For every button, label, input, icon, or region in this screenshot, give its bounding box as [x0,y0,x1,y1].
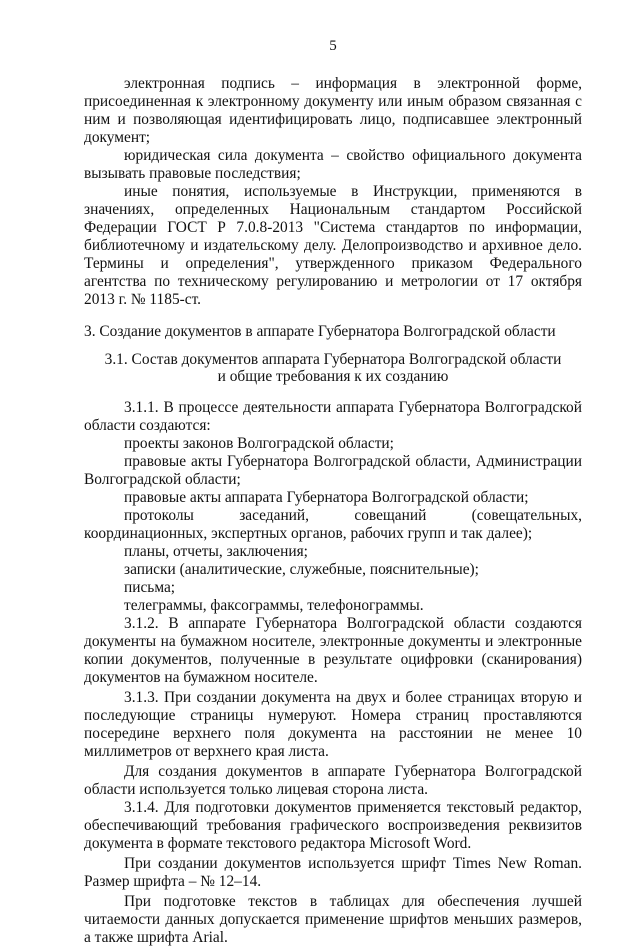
subsection-title-line-1: 3.1. Состав документов аппарата Губернатора Волгоградской области [104,351,562,368]
list-item: правовые акты аппарата Губернатора Волгоградской области; [124,489,529,506]
paragraph-3-1-1: 3.1.1. В процессе деятельности аппарата Губернатора Волгоградской области создаются: [84,399,582,434]
definition-other-terms: иные понятия, используемые в Инструкции, применяются в значениях, определенных Национальным стандартом Российской Федерации ГОСТ Р 7.0.8-2013 "Система стандартов по информации, библиотечному и издательскому делу. Делопроизводство и архивное дело. Термины и определения", утвержденного приказом Федерального агентства по техническому регулированию и метрологии от 17 октября 2013 г. № 1185-ст. [84,183,582,308]
definition-electronic-signature: электронная подпись – информация в электронной форме, присоединенная к электронному документу или иным образом связанная с ним и позволяющая идентифицировать лицо, подписавшее электронный документ; [84,75,582,146]
section-title: 3. Создание документов в аппарате Губернатора Волгоградской области [84,323,556,340]
document-body [84,75,582,947]
list-item: проекты законов Волгоградской области; [124,435,394,452]
list-item: телеграммы, факсограммы, телефонограммы. [124,597,424,614]
subsection-title-line-2: и общие требования к их созданию [217,368,449,385]
list-item: записки (аналитические, служебные, пояснительные); [124,561,479,578]
paragraph-3-1-3: 3.1.3. При создании документа на двух и более страницах вторую и последующие страницы нумеруют. Номера страниц проставляются посередине верхнего поля документа на расстоянии не менее 10 миллиметров от верхнего края листа. [84,689,582,760]
list-item: правовые акты Губернатора Волгоградской области, Администрации Волгоградской области; [84,453,582,488]
subsection-title [84,351,582,385]
list-item: протоколы заседаний, совещаний (совещательных, координационных, экспертных органов, рабочих групп и так далее); [84,507,582,542]
paragraph-tables-font: При подготовке текстов в таблицах для обеспечения лучшей читаемости данных допускается применение шрифтов меньших размеров, а также шрифта Arial. [84,893,582,946]
definition-legal-force: юридическая сила документа – свойство официального документа вызывать правовые последствия; [84,147,582,182]
paragraph-3-1-2: 3.1.2. В аппарате Губернатора Волгоградской области создаются документы на бумажном носителе, электронные документы и электронные копии документов, полученные в результате оцифровки (сканирования) документов на бумажном носителе. [84,615,582,686]
list-item: планы, отчеты, заключения; [124,543,308,560]
list-item: письма; [124,579,176,596]
paragraph-single-side: Для создания документов в аппарате Губернатора Волгоградской области используется только лицевая сторона листа. [84,763,582,798]
page-number: 5 [329,38,337,54]
paragraph-3-1-4: 3.1.4. Для подготовки документов применяется текстовый редактор, обеспечивающий требования графического воспроизведения реквизитов документа в формате текстового редактора Microsoft Word. [84,799,582,852]
paragraph-font: При создании документов используется шрифт Times New Roman. Размер шрифта – № 12–14. [84,855,582,890]
